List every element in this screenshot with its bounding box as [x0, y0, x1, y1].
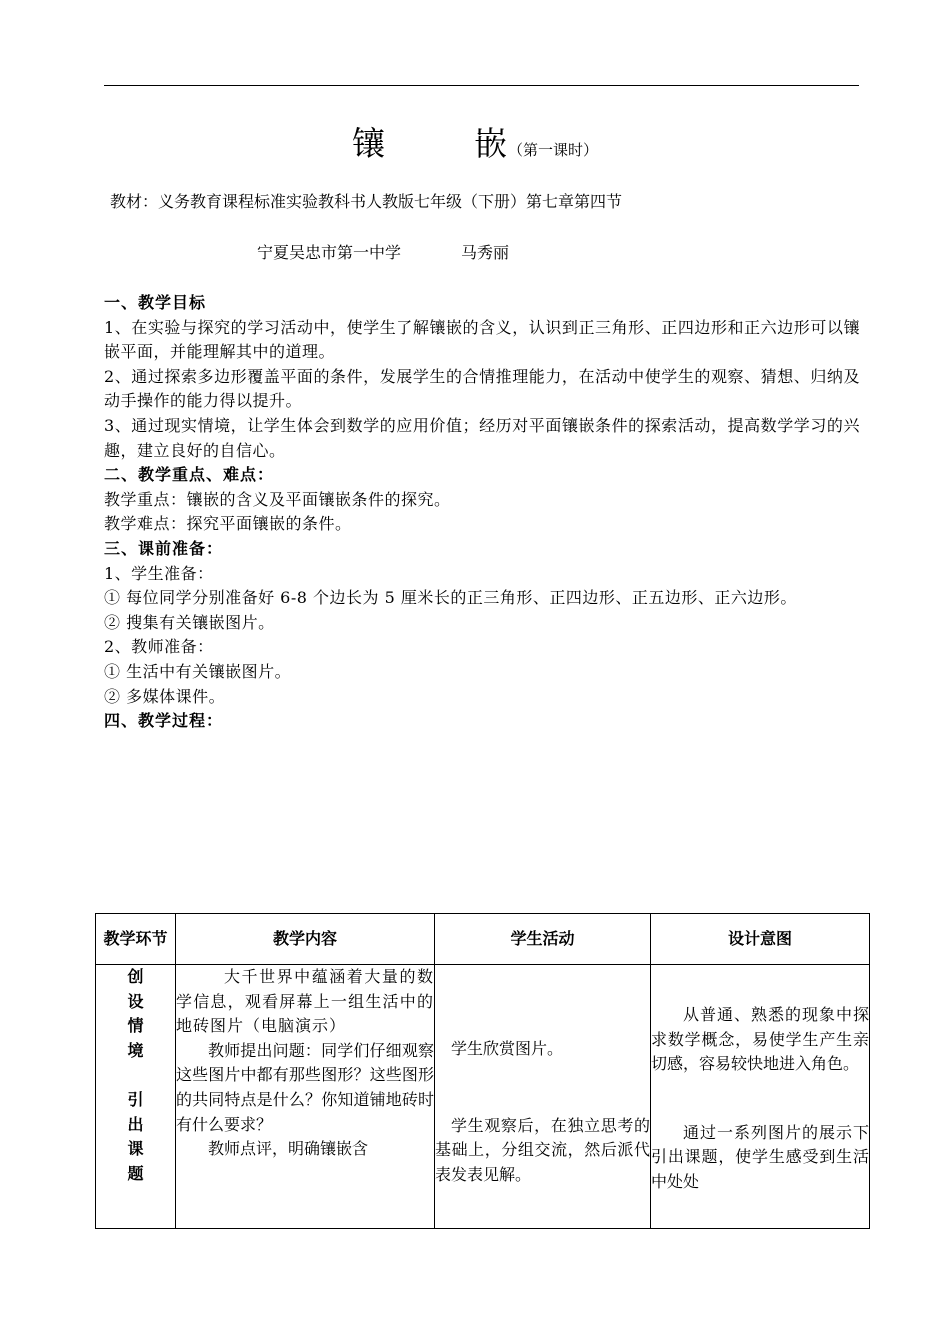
stage-char: 题 — [127, 1163, 144, 1183]
key-heading: 二、教学重点、难点： — [104, 465, 275, 485]
activity-cell — [435, 965, 651, 1229]
goal-1: 1、在实验与探究的学习活动中，使学生了解镶嵌的含义，认识到正三角形、正四边形和正六边形可以镶嵌平面，并能理解其中的道理。 — [104, 317, 860, 362]
lesson-body — [104, 291, 860, 734]
teaching-process-table — [95, 913, 870, 1229]
stage-char: 引 — [127, 1089, 144, 1109]
title-char-1: 镶 — [351, 124, 386, 163]
stage-char: 设 — [127, 991, 144, 1011]
content-cell — [176, 965, 435, 1229]
activity-para-1: 学生欣赏图片。 — [451, 1039, 564, 1058]
teacher-name: 马秀丽 — [461, 243, 510, 262]
goal-2: 2、通过探索多边形覆盖平面的条件，发展学生的合情推理能力，在活动中使学生的观察、猜想、归纳及动手操作的能力得以提升。 — [104, 366, 860, 411]
header-stage: 教学环节 — [96, 914, 176, 965]
student-prep-2: ② 搜集有关镶嵌图片。 — [104, 612, 275, 632]
header-rule — [104, 85, 859, 86]
student-prep-1: ① 每位同学分别准备好 6-8 个边长为 5 厘米长的正三角形、正四边形、正五边形、正六边形。 — [104, 588, 797, 608]
goal-3: 3、通过现实情境，让学生体会到数学的应用价值；经历对平面镶嵌条件的探索活动，提高数学学习的兴趣，建立良好的自信心。 — [104, 415, 860, 460]
stage-char: 出 — [127, 1114, 144, 1134]
author-line — [257, 241, 509, 265]
content-para-2: 教师提出问题：同学们仔细观察这些图片中都有那些图形？这些图形的共同特点是什么？你知道铺地砖时有什么要求？ — [176, 1040, 434, 1134]
student-prep: 1、学生准备： — [104, 563, 214, 583]
process-heading: 四、教学过程： — [104, 711, 224, 731]
title-subtitle: （第一课时） — [507, 141, 598, 159]
title-char-2: 嵌 — [473, 124, 508, 163]
content-para-1: 大千世界中蕴涵着大量的数学信息，观看屏幕上一组生活中的地砖图片（电脑演示） — [176, 967, 434, 1036]
intent-para-1: 从普通、熟悉的现象中探求数学概念，易使学生产生亲切感，容易较快地进入角色。 — [651, 1005, 869, 1074]
header-intent: 设计意图 — [651, 914, 870, 965]
intent-para-2: 通过一系列图片的展示下引出课题，使学生感受到生活中处处 — [651, 1122, 869, 1191]
stage-char: 境 — [127, 1040, 144, 1060]
table-row — [96, 965, 870, 1229]
prep-heading: 三、课前准备： — [104, 538, 224, 558]
table-header-row — [96, 914, 870, 965]
teacher-prep: 2、教师准备： — [104, 637, 214, 657]
stage-char: 创 — [127, 967, 144, 986]
difficult-point: 教学难点：探究平面镶嵌的条件。 — [104, 514, 352, 534]
school-name: 宁夏吴忠市第一中学 — [257, 243, 402, 262]
teacher-prep-2: ② 多媒体课件。 — [104, 686, 226, 706]
teacher-prep-1: ① 生活中有关镶嵌图片。 — [104, 661, 292, 681]
material-line: 教材：义务教育课程标准实验教科书人教版七年级（下册）第七章第四节 — [110, 192, 623, 211]
content-para-3: 教师点评，明确镶嵌含 — [208, 1139, 369, 1159]
stage-char — [96, 1063, 175, 1088]
intent-cell — [651, 965, 870, 1229]
activity-para-2: 学生观察后，在独立思考的基础上，分组交流，然后派代表发表见解。 — [435, 1115, 650, 1184]
page-title — [0, 118, 950, 165]
stage-char: 课 — [127, 1139, 144, 1159]
key-point: 教学重点：镶嵌的含义及平面镶嵌条件的探究。 — [104, 489, 451, 509]
stage-cell — [96, 965, 176, 1229]
stage-char: 情 — [127, 1016, 144, 1036]
goals-heading: 一、教学目标 — [104, 293, 207, 312]
header-activity: 学生活动 — [435, 914, 651, 965]
header-content: 教学内容 — [176, 914, 435, 965]
